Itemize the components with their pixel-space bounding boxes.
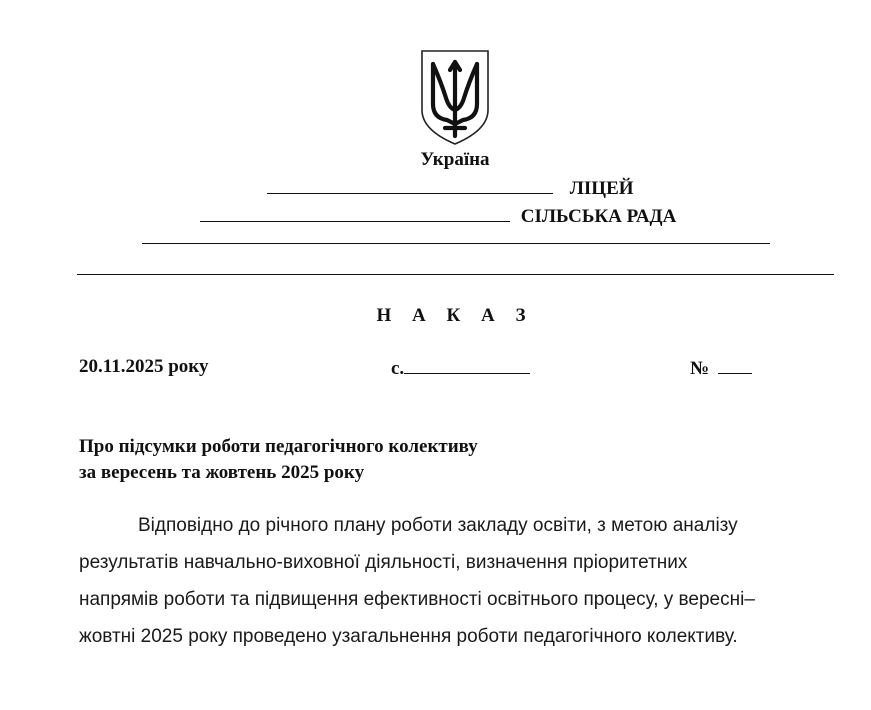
trident-coat-of-arms-icon: [419, 48, 491, 146]
lyceum-line: [267, 175, 634, 201]
order-date: 20.11.2025 року: [79, 356, 209, 377]
lyceum-name-blank: [267, 175, 553, 194]
order-body-paragraph: [79, 507, 849, 655]
settlement-field: [391, 355, 530, 381]
council-line: [200, 203, 676, 229]
subject-line: Про підсумки роботи педагогічного колективу: [79, 436, 478, 457]
council-name-blank: [200, 203, 510, 222]
country-name: Україна: [420, 149, 490, 170]
body-line: Відповідно до річного плану роботи закладу освіти, з метою аналізу: [138, 515, 738, 536]
address-blank-line: [142, 243, 770, 244]
settlement-prefix: с.: [391, 358, 405, 379]
order-number-field: [690, 355, 752, 381]
body-line: напрямів роботи та підвищення ефективності освітнього процесу, у вересні–: [79, 589, 755, 610]
number-blank: [718, 355, 752, 374]
settlement-blank: [404, 355, 530, 374]
body-line: результатів навчально-виховної діяльності, визначення пріоритетних: [79, 552, 688, 573]
order-subject: [79, 434, 478, 486]
header-divider: [77, 274, 834, 275]
subject-line: за вересень та жовтень 2025 року: [79, 462, 365, 483]
order-title: Н А К А З: [376, 305, 534, 326]
body-line: жовтні 2025 року проведено узагальнення роботи педагогічного колективу.: [79, 626, 738, 647]
lyceum-label: ЛІЦЕЙ: [569, 178, 634, 199]
council-label: СІЛЬСЬКА РАДА: [520, 206, 677, 227]
number-sign: №: [690, 358, 710, 379]
